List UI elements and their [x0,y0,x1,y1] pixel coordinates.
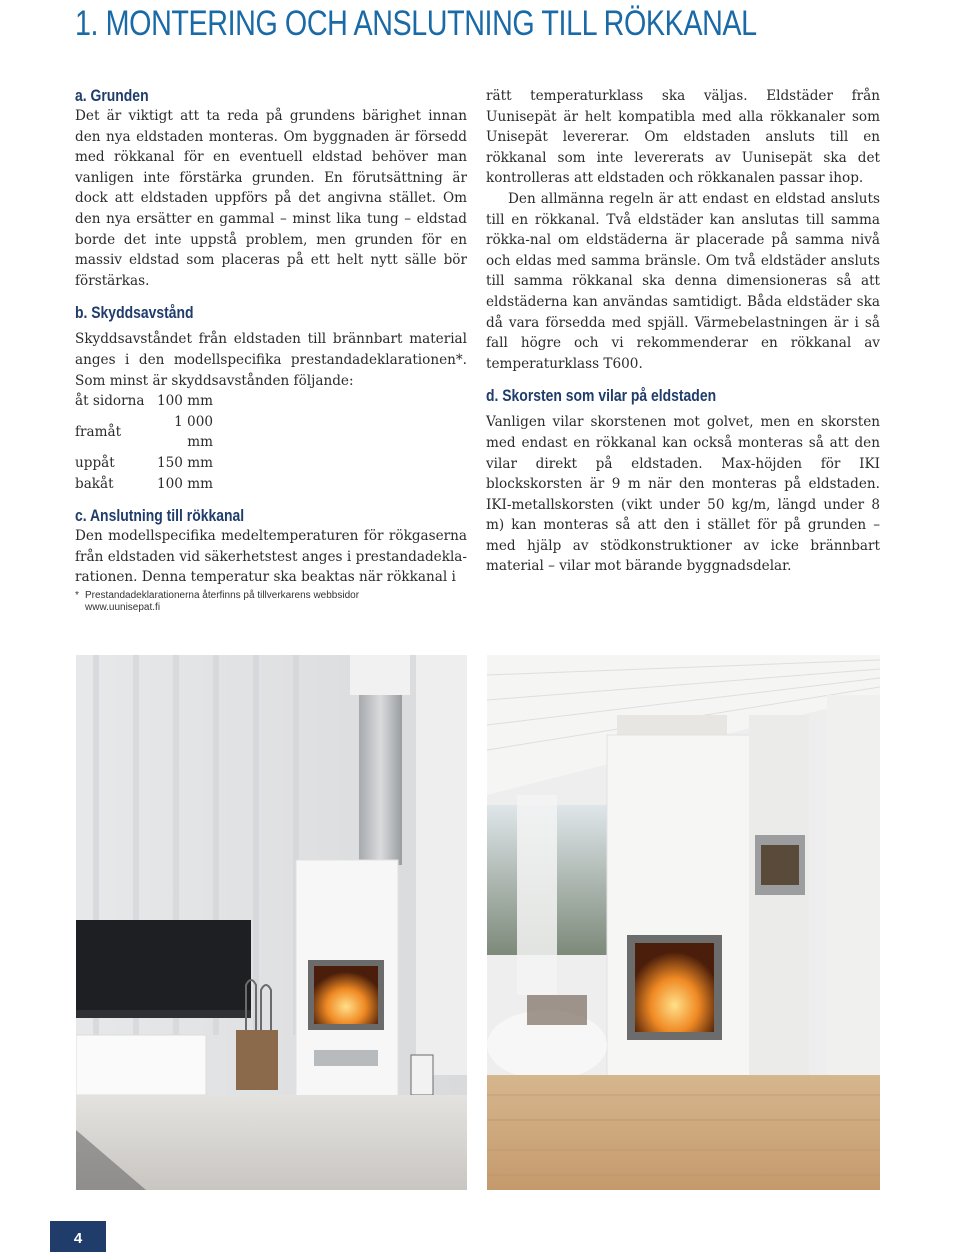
footnote-text: Prestandadeklarationerna återfinns på tillverkarens webbsidor [85,590,360,601]
distance-value: 100 mm [156,475,213,492]
section-a-body: Det är viktigt att ta reda på grundens bärighet innan den nya eldstaden monteras. Om byggnaden är försedd med rökkanal för en eventuell eldstad behöver man vanligen inte förstärka grunden. En förutsättning är dock att eldstaden uppförs på det angivna stället. Om den nya ersätter en gammal – minst lika tung – eldstad borde det inte uppstå problem, men grunden för en massiv eldstad som placeras på ett helt nytt sälle bör förstärkas. [75,108,467,289]
section-c-body-part3: Den allmänna regeln är att endast en eldstad ansluts till en rökkanal. Två eldstäder kan anslutas till samma rökka-nal om eldstäderna är placerade på samma nivå och eldas med samma bränsle. Om två eldstäder ansluts till samma rökkanal ska denna dimensioneras så att eldstäderna kan användas samtidigt. Båda eldstäder ska då vara försedda med spjäll. Värmebelastningen är i så fall högre och vi rekommenderar en rökkanal av temperaturklass T600. [486,190,880,372]
distance-value: 1 000 mm [174,413,213,451]
right-column [486,86,880,577]
distance-row [75,391,213,412]
distance-table [75,391,213,494]
page-title: 1. MONTERING OCH ANSLUTNING TILL RÖKKANAL [75,4,757,43]
section-b-body: Skyddsavståndet från eldstaden till brännbart material anges i den modellspecifika prestandadeklarationen*. Som minst är skyddsavstånden följande: [75,331,467,389]
left-column [75,86,467,588]
section-d-body: Vanligen vilar skorstenen mot golvet, men en skorsten med endast en rökkanal kan också monteras så att den vilar direkt på eldstaden. Max-höjden för IKI blockskorsten är 9 m när den monteras på eldstaden. IKI-metallskorsten (vikt under 50 kg/m, längd under 8 m) kan monteras så att den i stället för på grunden – med hjälp av stödkonstruktioner av icke brännbart material – vilar mot bärande byggnadsdelar. [486,414,880,575]
distance-label: framåt [75,424,122,441]
footnote [75,590,359,614]
section-c-body-part2: rätt temperaturklass ska väljas. Eldstäder från Uunisepät är helt kompatibla med alla rökkanaler som Unisepät levererar. Om eldstaden ansluts till en rökkanal som inte levererats av Uunisepät ska det kontrolleras att eldstaden och rökkanalen passar ihop. [486,88,880,187]
distance-value: 100 mm [156,393,213,410]
fireplace-photo-left [76,655,467,1190]
section-d-heading: d. Skorsten som vilar på eldstaden [486,386,717,406]
distance-label: åt sidorna [75,393,145,410]
section-c-body-part1: Den modellspecifika medeltemperaturen för rökgaserna från eldstaden vid säkerhetstest anges i prestandadekla-rationen. Denna temperatur ska beaktas när rökkanal i [75,528,467,586]
page-number: 4 [50,1221,106,1252]
section-a-heading: a. Grunden [75,86,149,105]
distance-row [75,453,213,474]
section-c-heading: c. Anslutning till rökkanal [75,506,245,526]
fireplace-photo-right [487,655,880,1190]
distance-value: 150 mm [156,454,213,471]
distance-row [75,474,213,495]
distance-label: uppåt [75,454,115,471]
distance-label: bakåt [75,475,114,492]
footnote-url: www.uunisepat.fi [85,602,161,613]
distance-row [75,412,213,453]
footnote-mark: * [75,590,79,601]
section-b-heading: b. Skyddsavstånd [75,303,194,323]
